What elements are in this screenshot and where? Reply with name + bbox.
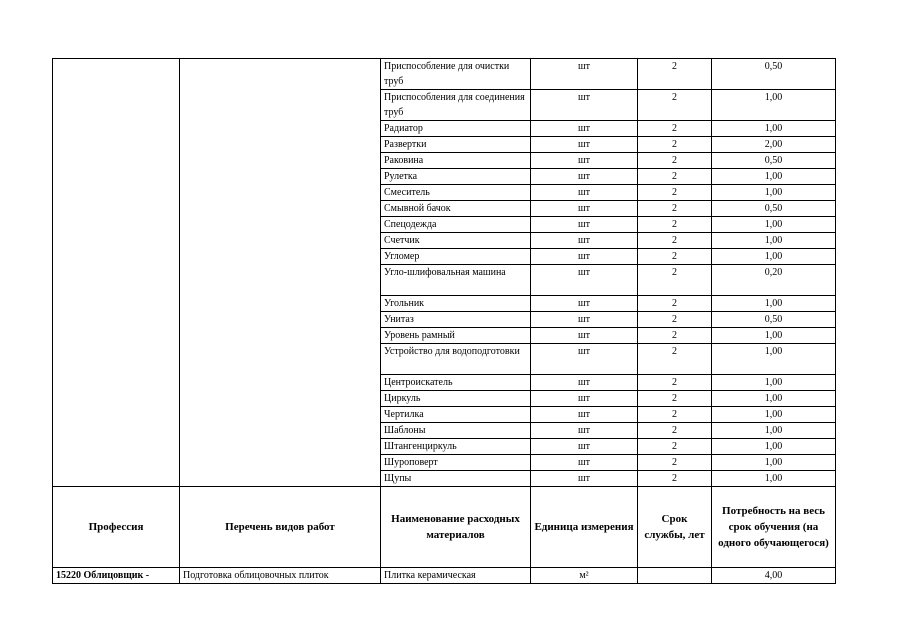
cell-term: 2 <box>638 169 712 185</box>
cell-unit: шт <box>531 265 638 296</box>
cell-term: 2 <box>638 471 712 487</box>
cell-material: Штангенциркуль <box>381 439 531 455</box>
cell-term: 2 <box>638 249 712 265</box>
table-header-row <box>53 487 836 568</box>
cell-unit: шт <box>531 201 638 217</box>
cell-unit: шт <box>531 423 638 439</box>
cell-need: 2,00 <box>712 137 836 153</box>
cell-term: 2 <box>638 328 712 344</box>
cell-need: 0,50 <box>712 59 836 90</box>
cell-term: 2 <box>638 439 712 455</box>
cell-unit: м² <box>531 568 638 584</box>
cell-unit: шт <box>531 439 638 455</box>
cell-term: 2 <box>638 59 712 90</box>
cell-term: 2 <box>638 296 712 312</box>
table-row <box>53 568 836 584</box>
materials-table <box>52 58 836 584</box>
cell-unit: шт <box>531 455 638 471</box>
cell-term: 2 <box>638 90 712 121</box>
cell-material: Счетчик <box>381 233 531 249</box>
cell-need: 1,00 <box>712 185 836 201</box>
cell-material: Центроискатель <box>381 375 531 391</box>
header-works: Перечень видов работ <box>180 487 381 568</box>
cell-unit: шт <box>531 249 638 265</box>
cell-need: 1,00 <box>712 121 836 137</box>
cell-material: Рулетка <box>381 169 531 185</box>
cell-unit: шт <box>531 59 638 90</box>
cell-unit: шт <box>531 90 638 121</box>
cell-term: 2 <box>638 312 712 328</box>
cell-material: Шаблоны <box>381 423 531 439</box>
cell-material: Развертки <box>381 137 531 153</box>
cell-need: 1,00 <box>712 90 836 121</box>
cell-need: 1,00 <box>712 391 836 407</box>
cell-unit: шт <box>531 185 638 201</box>
cell-profession-empty <box>53 59 180 487</box>
header-unit: Единица измерения <box>531 487 638 568</box>
cell-term <box>638 568 712 584</box>
cell-need: 0,50 <box>712 312 836 328</box>
header-term: Срок службы, лет <box>638 487 712 568</box>
cell-need: 4,00 <box>712 568 836 584</box>
cell-term: 2 <box>638 233 712 249</box>
cell-material: Угольник <box>381 296 531 312</box>
cell-unit: шт <box>531 217 638 233</box>
cell-material: Чертилка <box>381 407 531 423</box>
cell-need: 1,00 <box>712 471 836 487</box>
cell-unit: шт <box>531 296 638 312</box>
cell-profession: 15220 Облицовщик - <box>53 568 180 584</box>
cell-unit: шт <box>531 344 638 375</box>
cell-need: 1,00 <box>712 407 836 423</box>
cell-need: 1,00 <box>712 296 836 312</box>
cell-material: Смеситель <box>381 185 531 201</box>
table-row <box>53 59 836 90</box>
cell-material: Шуроповерт <box>381 455 531 471</box>
cell-term: 2 <box>638 185 712 201</box>
cell-term: 2 <box>638 153 712 169</box>
cell-unit: шт <box>531 407 638 423</box>
cell-unit: шт <box>531 233 638 249</box>
header-need: Потребность на весь срок обучения (на одного обучающегося) <box>712 487 836 568</box>
cell-need: 0,50 <box>712 153 836 169</box>
cell-term: 2 <box>638 201 712 217</box>
cell-term: 2 <box>638 217 712 233</box>
cell-work-empty <box>180 59 381 487</box>
table-body-continued <box>53 59 836 487</box>
cell-work: Подготовка облицовочных плиток <box>180 568 381 584</box>
cell-unit: шт <box>531 391 638 407</box>
cell-unit: шт <box>531 471 638 487</box>
cell-material: Раковина <box>381 153 531 169</box>
cell-material: Циркуль <box>381 391 531 407</box>
cell-material: Спецодежда <box>381 217 531 233</box>
cell-unit: шт <box>531 137 638 153</box>
cell-material: Устройство для водоподготовки <box>381 344 531 375</box>
cell-need: 1,00 <box>712 217 836 233</box>
cell-need: 1,00 <box>712 423 836 439</box>
cell-unit: шт <box>531 312 638 328</box>
cell-need: 1,00 <box>712 455 836 471</box>
cell-material: Угломер <box>381 249 531 265</box>
cell-term: 2 <box>638 375 712 391</box>
cell-term: 2 <box>638 407 712 423</box>
cell-need: 0,50 <box>712 201 836 217</box>
cell-material: Угло-шлифовальная машина <box>381 265 531 296</box>
cell-material: Приспособление для очистки труб <box>381 59 531 90</box>
table-header-section <box>53 487 836 584</box>
cell-term: 2 <box>638 121 712 137</box>
cell-material: Щупы <box>381 471 531 487</box>
cell-unit: шт <box>531 169 638 185</box>
cell-term: 2 <box>638 455 712 471</box>
cell-material: Приспособления для соединения труб <box>381 90 531 121</box>
cell-term: 2 <box>638 265 712 296</box>
cell-need: 1,00 <box>712 249 836 265</box>
cell-material: Унитаз <box>381 312 531 328</box>
cell-material: Уровень рамный <box>381 328 531 344</box>
cell-unit: шт <box>531 121 638 137</box>
cell-need: 1,00 <box>712 233 836 249</box>
header-materials: Наименование расходных материалов <box>381 487 531 568</box>
cell-unit: шт <box>531 375 638 391</box>
cell-term: 2 <box>638 137 712 153</box>
cell-need: 0,20 <box>712 265 836 296</box>
cell-need: 1,00 <box>712 328 836 344</box>
cell-need: 1,00 <box>712 169 836 185</box>
cell-term: 2 <box>638 344 712 375</box>
header-profession: Профессия <box>53 487 180 568</box>
cell-unit: шт <box>531 153 638 169</box>
cell-term: 2 <box>638 391 712 407</box>
cell-unit: шт <box>531 328 638 344</box>
cell-material: Плитка керамическая <box>381 568 531 584</box>
cell-term: 2 <box>638 423 712 439</box>
cell-material: Радиатор <box>381 121 531 137</box>
cell-material: Смывной бачок <box>381 201 531 217</box>
cell-need: 1,00 <box>712 439 836 455</box>
cell-need: 1,00 <box>712 344 836 375</box>
cell-need: 1,00 <box>712 375 836 391</box>
